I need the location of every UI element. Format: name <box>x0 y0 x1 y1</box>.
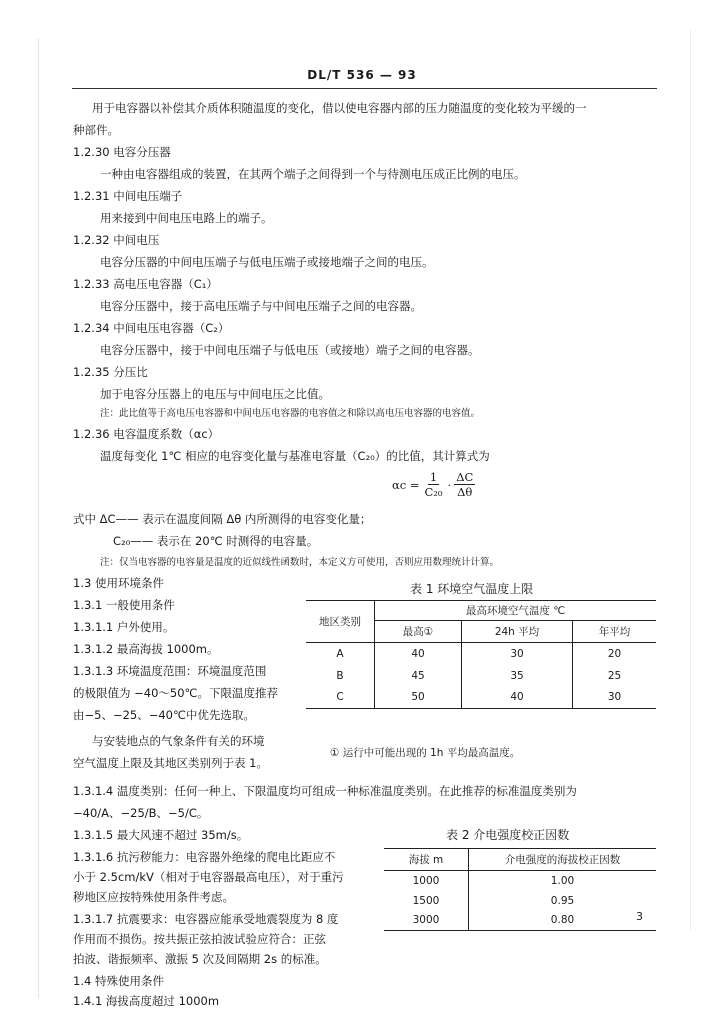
section-heading: 1.2.30 电容分压器 <box>73 145 171 159</box>
fraction-denominator: Δθ <box>457 485 473 499</box>
fraction-numerator: ΔC <box>456 470 474 484</box>
clause-text: 1.3.1.2 最高海拔 1000m。 <box>73 642 219 656</box>
table-1-caption: 表 1 环境空气温度上限 <box>410 582 534 596</box>
cell-factor: 0.80 <box>550 914 575 927</box>
table-row <box>384 891 656 911</box>
definition-text: 温度每变化 1℃ 相应的电容变化量与基准电容量（C₂₀）的比值，其计算式为 <box>100 449 490 463</box>
table-row <box>306 665 656 687</box>
cell-24h: 35 <box>462 665 573 687</box>
cell-area: C <box>306 687 375 709</box>
cell-factor: 1.00 <box>550 874 575 887</box>
where-clause: 式中 ΔC—— 表示在温度间隔 Δθ 内所测得的电容变化量； <box>73 512 372 526</box>
table-2-caption: 表 2 介电强度校正因数 <box>446 828 570 842</box>
cell-altitude: 1500 <box>384 891 469 911</box>
clause-text: 1.4.1 海拔高度超过 1000m <box>73 994 220 1008</box>
note-text: 注：仅当电容器的电容量是温度的近似线性函数时，本定义方可使用，否则应用数理统计计算。 <box>100 557 500 568</box>
section-heading: 1.3 使用环境条件 <box>73 576 164 590</box>
definition-text: 电容分压器中，接于高电压端子与中间电压端子之间的电容器。 <box>100 299 422 313</box>
table-row <box>306 643 656 665</box>
table-row <box>384 911 656 931</box>
cell-area: A <box>306 643 375 665</box>
cell-24h: 40 <box>462 687 573 709</box>
clause-text: 拍波、谐振频率、激振 5 次及间隔期 2s 的标准。 <box>73 952 327 966</box>
cell-max: 40 <box>375 643 462 665</box>
cell-max: 45 <box>375 665 462 687</box>
clause-text: 1.3.1.6 抗污秽能力：电容器外绝缘的爬电比距应不 <box>73 850 336 864</box>
cell-area: B <box>306 665 375 687</box>
fraction-delta-c-over-delta-theta <box>454 470 475 499</box>
cell-factor: 0.95 <box>550 894 575 907</box>
paragraph-line: 与安装地点的气象条件有关的环境 <box>92 734 265 748</box>
table-row <box>384 871 656 891</box>
standard-code-header: DL/T 536 — 93 <box>307 68 417 82</box>
table-row <box>306 687 656 709</box>
cell-year: 25 <box>607 669 622 682</box>
column-header-max: 最高① <box>375 621 462 643</box>
section-heading: 1.2.32 中间电压 <box>73 233 160 247</box>
header-rule <box>72 88 657 89</box>
section-heading: 1.2.35 分压比 <box>73 365 148 379</box>
where-clause: C₂₀—— 表示在 20℃ 时测得的电容量。 <box>113 534 319 548</box>
section-heading: 1.4 特殊使用条件 <box>73 974 164 988</box>
clause-text: 的极限值为 −40～50℃。下限温度推荐 <box>73 686 278 700</box>
table-2 <box>384 848 656 931</box>
clause-text: 秽地区应按特殊使用条件考虑。 <box>73 890 234 904</box>
fraction-one-over-c20 <box>423 470 445 499</box>
cell-altitude: 3000 <box>384 911 469 931</box>
fraction-denominator: C₂₀ <box>424 485 443 499</box>
cell-24h: 30 <box>462 643 573 665</box>
column-header-altitude: 海拔 m <box>384 849 469 871</box>
section-heading: 1.3.1 一般使用条件 <box>73 598 175 612</box>
clause-text: 作用而不损伤。按共振正弦拍波试验应符合：正弦 <box>73 932 326 946</box>
clause-text: 1.3.1.5 最大风速不超过 35m/s。 <box>73 828 249 842</box>
clause-text: 1.3.1.7 抗震要求：电容器应能承受地震裂度为 8 度 <box>73 912 339 926</box>
temperature-coefficient-formula <box>392 470 478 499</box>
paragraph-line: 种部件。 <box>73 123 119 137</box>
section-heading: 1.2.31 中间电压端子 <box>73 189 183 203</box>
table-1 <box>306 600 656 709</box>
clause-text: 由−5、−25、−40℃中优先选取。 <box>73 708 255 722</box>
definition-text: 电容分压器的中间电压端子与低电压端子或接地端子之间的电压。 <box>100 255 434 269</box>
paragraph-line: 用于电容器以补偿其介质体积随温度的变化，借以使电容器内部的压力随温度的变化较为平缓的一 <box>92 101 587 115</box>
section-heading: 1.2.33 高电压电容器（C₁） <box>73 277 218 291</box>
column-header-group: 最高环境空气温度 ℃ <box>375 601 657 621</box>
section-heading: 1.2.36 电容温度系数（αc） <box>73 427 220 441</box>
fraction-numerator: 1 <box>429 470 438 484</box>
column-header-24h: 24h 平均 <box>462 621 573 643</box>
clause-text: 1.3.1.4 温度类别：任何一种上、下限温度均可组成一种标准温度类别。在此推荐的标准温度类别为 <box>73 784 577 798</box>
clause-text: 小于 2.5cm/kV（相对于电容器最高电压），对于重污 <box>73 870 344 884</box>
scan-edge-left <box>38 38 39 998</box>
note-text: 注：此比值等于高电压电容器和中间电压电容器的电容值之和除以高电压电容器的电容值。 <box>100 408 481 419</box>
formula-dot: · <box>447 477 452 492</box>
cell-year: 20 <box>607 647 622 660</box>
formula-lhs: αc = <box>392 477 420 492</box>
table-1-footnote: ① 运行中可能出现的 1h 平均最高温度。 <box>330 747 521 759</box>
cell-year: 30 <box>607 691 622 704</box>
clause-text: 1.3.1.1 户外使用。 <box>73 620 175 634</box>
clause-text: −40/A、−25/B、−5/C。 <box>73 806 209 820</box>
paragraph-line: 空气温度上限及其地区类别列于表 1。 <box>73 756 268 770</box>
definition-text: 电容分压器中，接于中间电压端子与低电压（或接地）端子之间的电容器。 <box>100 343 480 357</box>
definition-text: 加于电容分压器上的电压与中间电压之比值。 <box>100 387 330 401</box>
scan-edge-right <box>690 30 691 930</box>
clause-text: 1.3.1.3 环境温度范围：环境温度范围 <box>73 664 267 678</box>
definition-text: 用来接到中间电压电路上的端子。 <box>100 211 273 225</box>
column-header-year: 年平均 <box>573 621 657 643</box>
page-number: 3 <box>636 910 643 923</box>
section-heading: 1.2.34 中间电压电容器（C₂） <box>73 321 230 335</box>
column-header-factor: 介电强度的海拔校正因数 <box>504 854 621 866</box>
cell-max: 50 <box>375 687 462 709</box>
definition-text: 一种由电容器组成的装置，在其两个端子之间得到一个与待测电压成正比例的电压。 <box>100 167 526 181</box>
cell-altitude: 1000 <box>384 871 469 891</box>
column-header-area: 地区类别 <box>306 601 375 643</box>
